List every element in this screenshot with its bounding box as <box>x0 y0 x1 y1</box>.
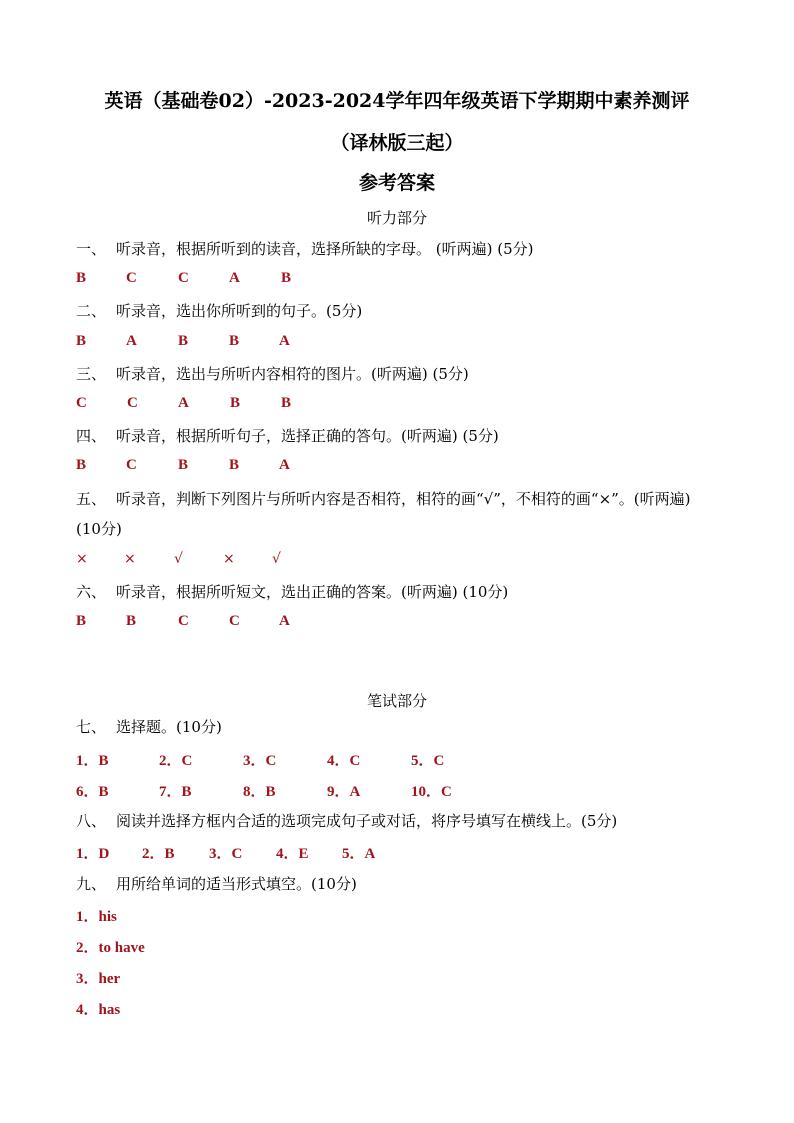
cross-mark-icon: × <box>124 551 136 567</box>
question-text: 听录音，根据所听句子，选择正确的答句。(听两遍) (5分) <box>116 427 499 445</box>
cross-mark-icon: × <box>223 551 235 567</box>
question-2 <box>76 300 362 321</box>
listening-heading: 听力部分 <box>366 209 427 227</box>
question-5-points: (10分) <box>76 520 122 538</box>
numbered-answer: 7．B <box>159 784 192 800</box>
answer: A <box>279 333 290 349</box>
question-number: 二、 <box>76 302 107 320</box>
numbered-answer: 9．A <box>327 784 361 800</box>
answer: B <box>126 613 137 629</box>
answer: C <box>76 395 87 411</box>
question-number: 九、 <box>76 875 107 893</box>
answer: B <box>76 613 87 629</box>
answer: B <box>229 457 240 473</box>
question-6 <box>76 581 508 602</box>
question-7 <box>76 716 222 737</box>
answer: C <box>126 457 137 473</box>
answer: B <box>76 270 87 286</box>
answer: A <box>229 270 240 286</box>
question-9 <box>76 873 357 894</box>
answer: C <box>126 270 137 286</box>
question-text: 听录音，选出与所听内容相符的图片。(听两遍) (5分) <box>116 365 469 383</box>
numbered-answer: 4．E <box>276 846 309 862</box>
answer: B <box>281 395 292 411</box>
question-text: 阅读并选择方框内合适的选项完成句子或对话，将序号填写在横线上。(5分) <box>116 812 618 830</box>
answer: B <box>178 457 189 473</box>
numbered-answer: 2．B <box>142 846 175 862</box>
word-answer: 3．her <box>76 971 121 987</box>
answer: A <box>279 457 290 473</box>
question-4 <box>76 425 499 446</box>
answer: A <box>178 395 189 411</box>
answer: C <box>178 270 189 286</box>
numbered-answer: 3．C <box>243 753 277 769</box>
numbered-answer: 6．B <box>76 784 109 800</box>
answer: B <box>76 457 87 473</box>
question-text: 听录音，根据所听到的读音，选择所缺的字母。 (听两遍) (5分) <box>116 240 534 258</box>
answer: B <box>281 270 292 286</box>
question-number: 一、 <box>76 240 107 258</box>
answer: C <box>127 395 138 411</box>
numbered-answer: 5．C <box>411 753 445 769</box>
question-5 <box>76 488 691 509</box>
question-8 <box>76 810 617 831</box>
question-1 <box>76 238 534 259</box>
numbered-answer: 5．A <box>342 846 376 862</box>
word-answer: 2．to have <box>76 940 145 956</box>
question-text: 选择题。(10分) <box>116 718 222 736</box>
question-number: 七、 <box>76 718 107 736</box>
question-3 <box>76 363 469 384</box>
question-text: 听录音，判断下列图片与所听内容是否相符，相符的画“√”，不相符的画“×”。(听两遍) <box>116 490 691 508</box>
question-text: 听录音，选出你所听到的句子。(5分) <box>116 302 363 320</box>
answer: B <box>230 395 241 411</box>
word-answer: 4．has <box>76 1002 121 1018</box>
question-number: 四、 <box>76 427 107 445</box>
question-number: 六、 <box>76 583 107 601</box>
page-title: 英语（基础卷02）-2023-2024学年四年级英语下学期期中素养测评 <box>104 90 690 112</box>
check-mark-icon: √ <box>272 551 281 567</box>
numbered-answer: 10．C <box>411 784 452 800</box>
answer: B <box>178 333 189 349</box>
page-subtitle: （译林版三起） <box>330 132 464 154</box>
numbered-answer: 2．C <box>159 753 193 769</box>
question-number: 五、 <box>76 490 107 508</box>
numbered-answer: 3．C <box>209 846 243 862</box>
answer: A <box>279 613 290 629</box>
written-heading: 笔试部分 <box>366 692 427 710</box>
word-answer: 1．his <box>76 909 117 925</box>
check-mark-icon: √ <box>174 551 183 567</box>
answer: C <box>178 613 189 629</box>
answer: A <box>126 333 137 349</box>
numbered-answer: 8．B <box>243 784 276 800</box>
answer-key-heading: 参考答案 <box>358 172 435 194</box>
numbered-answer: 4．C <box>327 753 361 769</box>
answer: C <box>229 613 240 629</box>
question-number: 八、 <box>76 812 107 830</box>
cross-mark-icon: × <box>76 551 88 567</box>
question-text: 听录音，根据所听短文，选出正确的答案。(听两遍) (10分) <box>116 583 509 601</box>
answer: B <box>76 333 87 349</box>
numbered-answer: 1．D <box>76 846 110 862</box>
answer: B <box>229 333 240 349</box>
numbered-answer: 1．B <box>76 753 109 769</box>
question-number: 三、 <box>76 365 107 383</box>
question-text: 用所给单词的适当形式填空。(10分) <box>116 875 357 893</box>
